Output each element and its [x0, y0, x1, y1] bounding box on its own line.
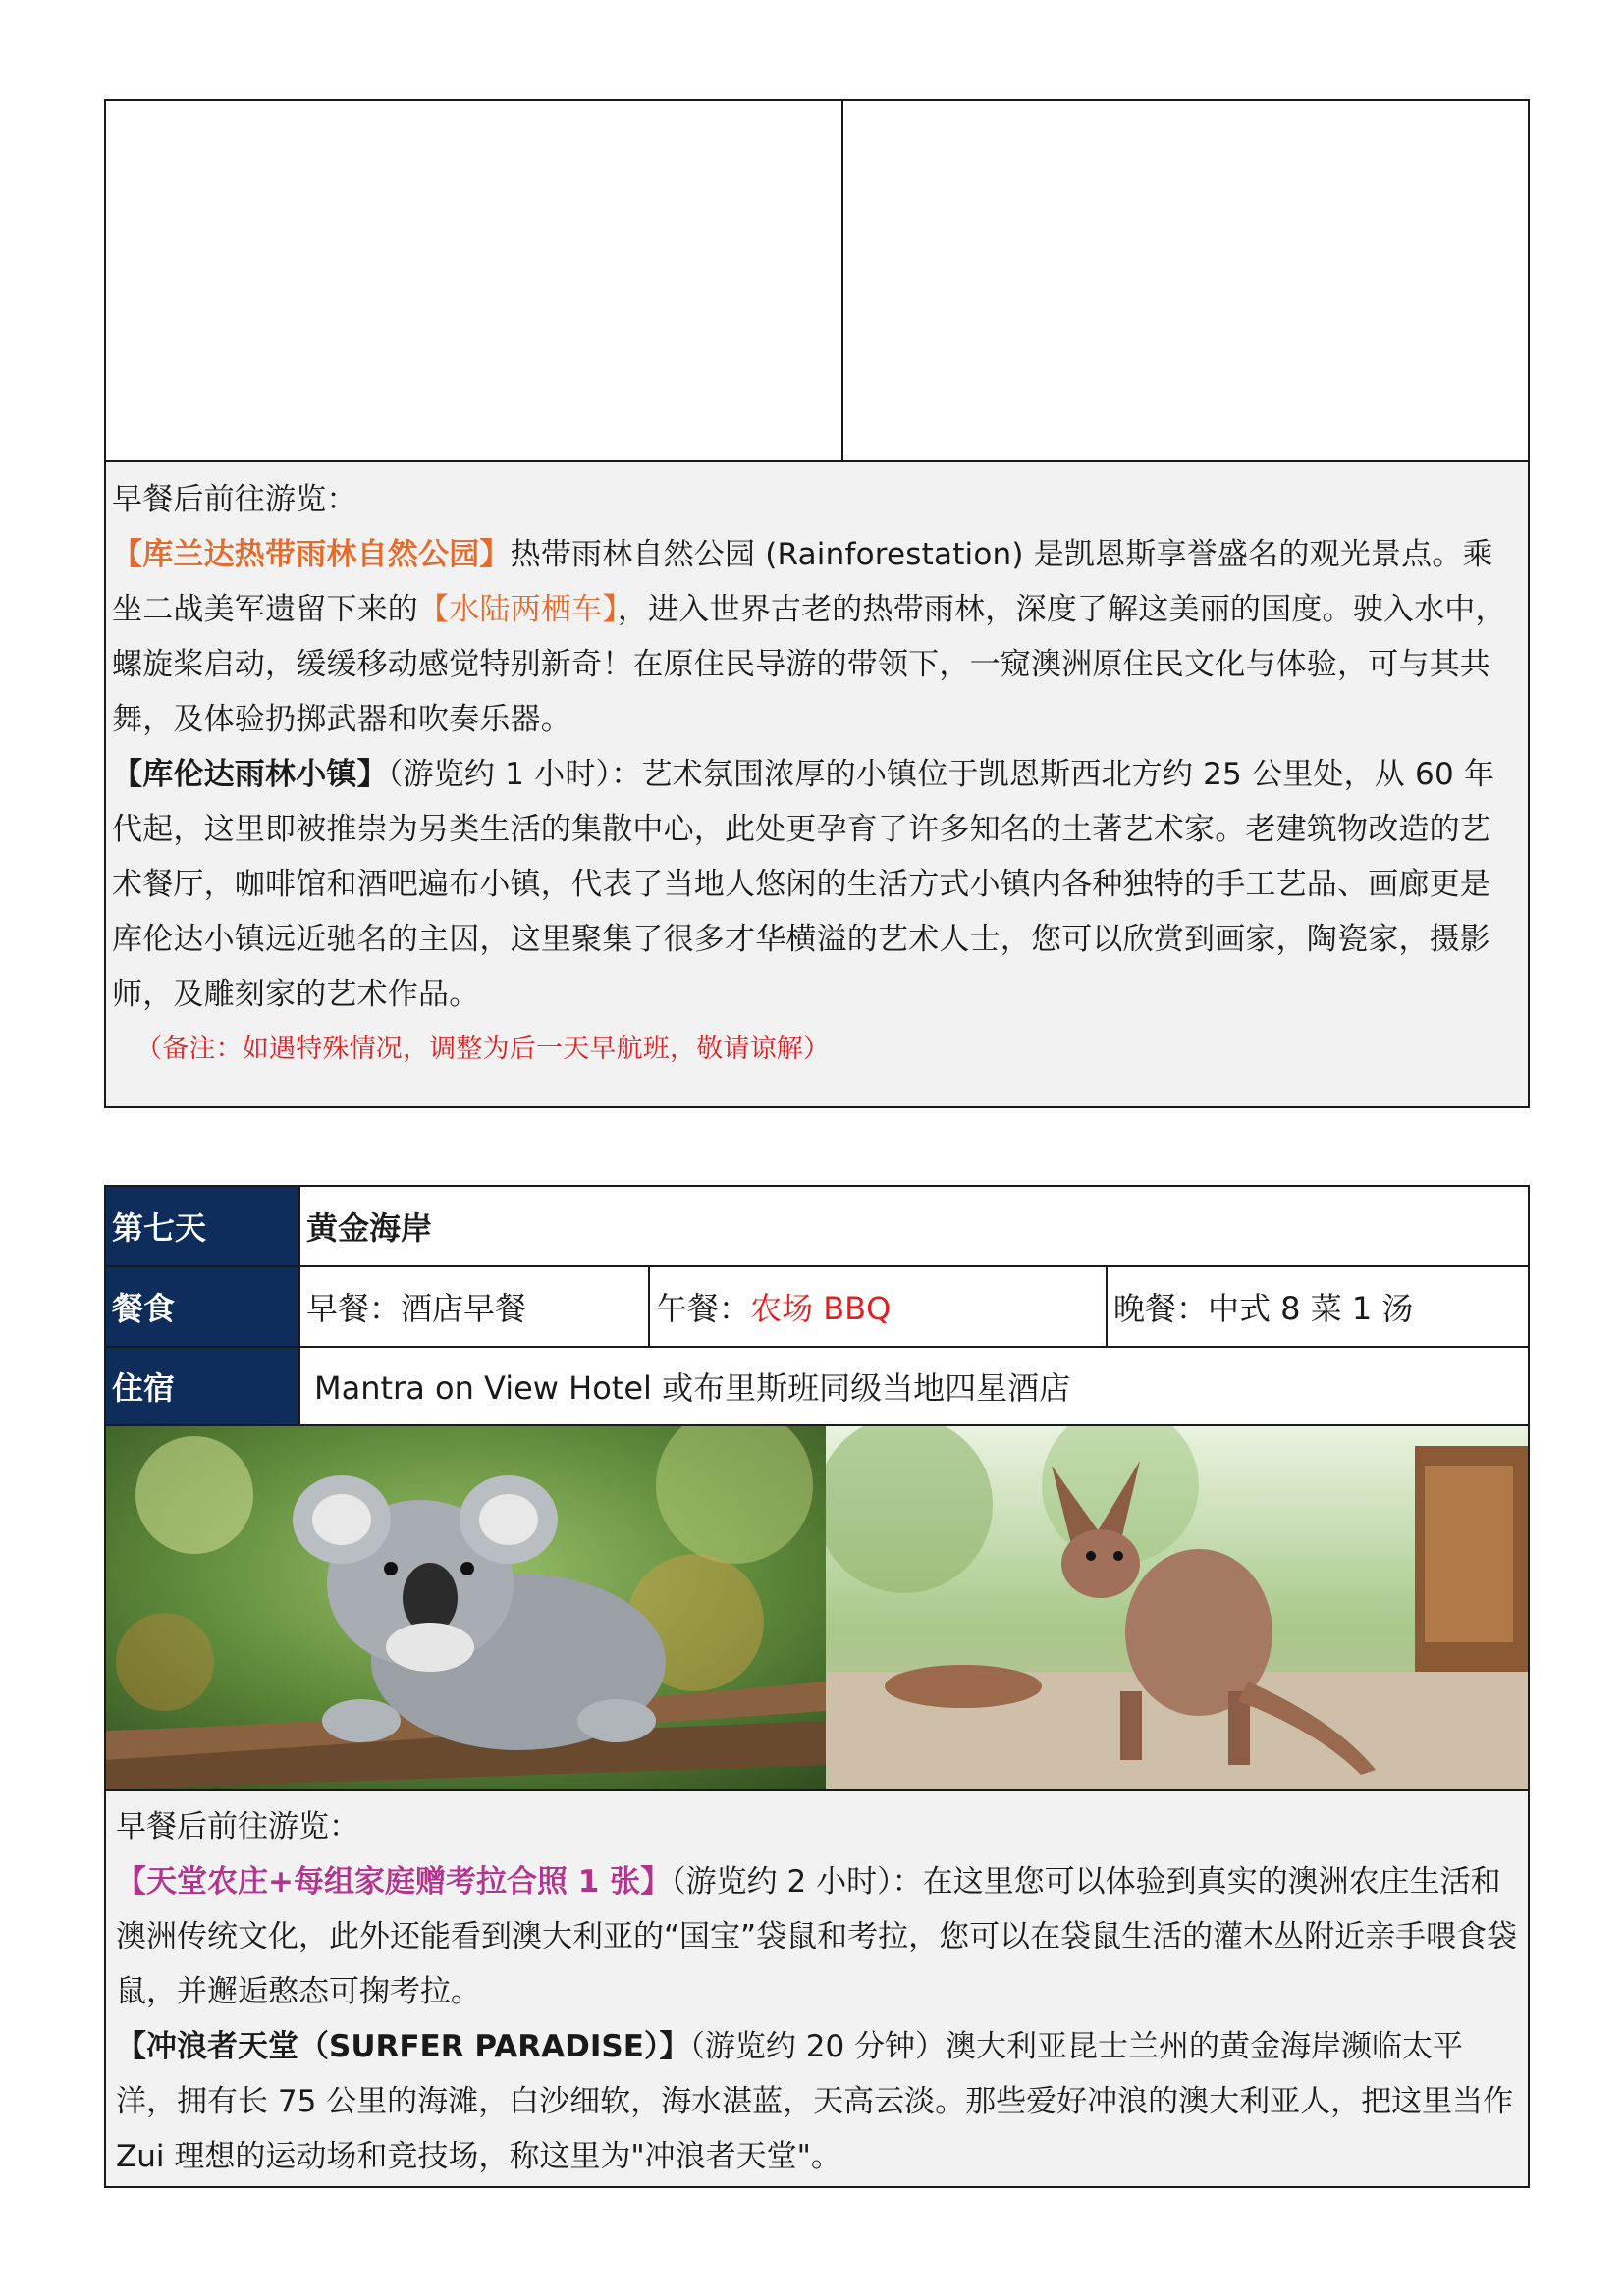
lunch-prefix: 午餐： — [656, 1290, 751, 1327]
day7-description — [106, 1791, 1528, 2186]
day7-photos — [106, 1426, 1528, 1791]
day6-image-cell-left — [106, 101, 843, 460]
day6-note: （备注：如遇特殊情况，调整为后一天早航班，敬请谅解） — [135, 1034, 831, 1064]
day7-paragraph-farm — [116, 1854, 1520, 2019]
day6-image-row — [106, 101, 1528, 462]
day7-table — [104, 1185, 1530, 2188]
day6-paragraph-rainforestation — [112, 527, 1520, 747]
kuranda-tag: 【库伦达雨林小镇】 — [112, 757, 388, 792]
day6-table — [104, 99, 1530, 1108]
rainforestation-tag: 【库兰达热带雨林自然公园】 — [112, 537, 511, 572]
breakfast-cell: 早餐：酒店早餐 — [298, 1267, 648, 1346]
kangaroo-photo — [826, 1426, 1528, 1789]
lunch-cell — [648, 1267, 1106, 1346]
farm-tag: 【天堂农庄+每组家庭赠考拉合照 1 张】 — [116, 1864, 672, 1899]
day-label: 第七天 — [106, 1187, 298, 1265]
day6-image-cell-right — [843, 101, 1528, 460]
hotel-cell: Mantra on View Hotel 或布里斯班同级当地四星酒店 — [298, 1348, 1528, 1424]
dinner-cell: 晚餐：中式 8 菜 1 汤 — [1106, 1267, 1528, 1346]
itinerary-page — [104, 99, 1530, 2188]
day7-intro: 早餐后前往游览： — [116, 1809, 359, 1844]
meal-row — [106, 1267, 1528, 1348]
lunch-value: 农场 BBQ — [750, 1290, 892, 1327]
koala-photo — [106, 1426, 826, 1789]
day7-title-row — [106, 1187, 1528, 1267]
amphibious-vehicle-tag: 【水陆两栖车】 — [418, 592, 618, 627]
day6-intro: 早餐后前往游览： — [112, 482, 357, 517]
kangaroo-image — [826, 1426, 1528, 1789]
surfers-tag: 【冲浪者天堂（SURFER PARADISE）】 — [116, 2029, 690, 2064]
surfers-text: （游览约 20 分钟）澳大利亚昆士兰州的黄金海岸濒临太平洋，拥有长 75 公里的海滩，白沙细软，海水湛蓝，天高云淡。那些爱好冲浪的澳大利亚人，把这里当作 Zui 理想的运动场和竞技场，称这里为"冲浪者天堂"。 — [116, 2029, 1514, 2174]
meal-label: 餐食 — [106, 1267, 298, 1346]
kuranda-text: （游览约 1 小时）：艺术氛围浓厚的小镇位于凯恩斯西北方约 25 公里处，从 60 年代起，这里即被推崇为另类生活的集散中心，此处更孕育了许多知名的土著艺术家。老建筑物改造的艺术餐厅，咖啡馆和酒吧遍布小镇，代表了当地人悠闲的生活方式小镇内各种独特的手工艺品、画廊更是库伦达小镇远近驰名的主因，这里聚集了很多才华横溢的艺术人士，您可以欣赏到画家，陶瓷家，摄影师，及雕刻家的艺术作品。 — [112, 757, 1495, 1012]
rainforestation-text-a: 热带雨林自然公园 (Rainforestation) 是凯恩斯享誉盛名的观光景点。乘坐二战美军遗留下来的 — [112, 537, 1493, 627]
stay-row — [106, 1348, 1528, 1426]
day7-paragraph-surfers — [116, 2019, 1520, 2184]
koala-image — [106, 1426, 826, 1789]
day-title: 黄金海岸 — [298, 1187, 1528, 1265]
day6-paragraph-kuranda — [112, 747, 1520, 1022]
day6-description — [106, 462, 1528, 1106]
farm-text: （游览约 2 小时）：在这里您可以体验到真实的澳洲农庄生活和澳洲传统文化，此外还能看到澳大利亚的“国宝”袋鼠和考拉，您可以在袋鼠生活的灌木丛附近亲手喂食袋鼠，并邂逅憨态可掬考拉。 — [116, 1864, 1518, 2009]
stay-label: 住宿 — [106, 1348, 298, 1424]
rainforestation-text-b: ，进入世界古老的热带雨林，深度了解这美丽的国度。驶入水中，螺旋桨启动，缓缓移动感觉特别新奇！在原住民导游的带领下，一窥澳洲原住民文化与体验，可与其共舞，及体验扔掷武器和吹奏乐器。 — [112, 592, 1506, 737]
